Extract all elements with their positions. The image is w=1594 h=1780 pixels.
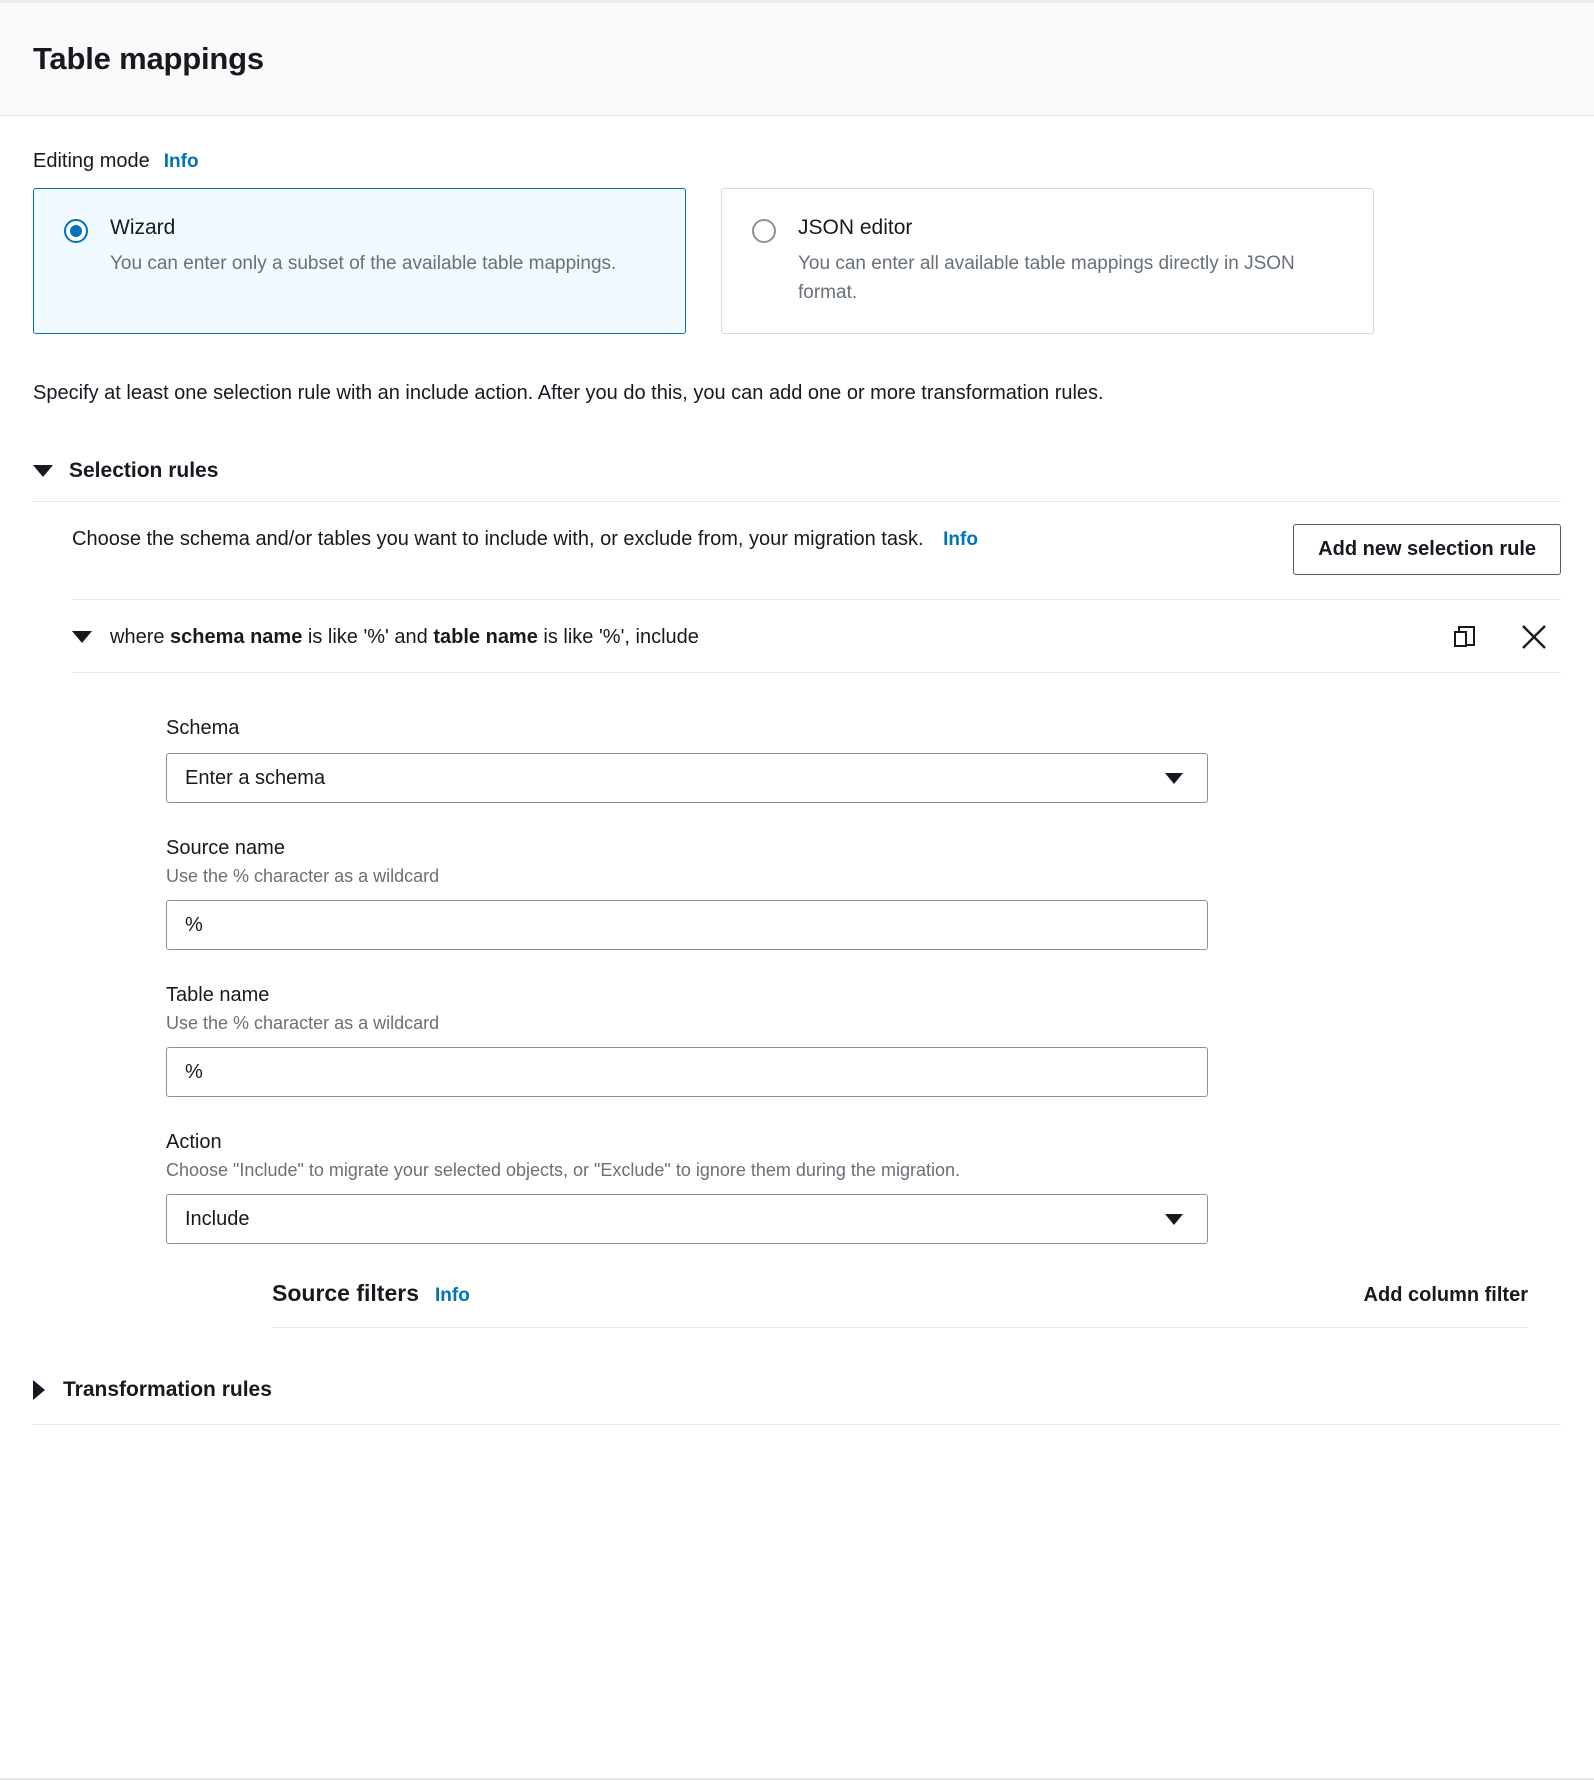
chevron-down-icon xyxy=(1165,773,1183,784)
selection-rules-section-header[interactable] xyxy=(33,459,1561,502)
chevron-down-icon[interactable] xyxy=(33,465,53,477)
panel-body xyxy=(0,150,1594,1425)
chevron-right-icon[interactable] xyxy=(33,1380,45,1400)
schema-select[interactable] xyxy=(166,753,1208,803)
selection-rules-description-text: Choose the schema and/or tables you want to include with, or exclude from, your migration task. xyxy=(72,528,924,551)
source-name-field xyxy=(166,837,1561,950)
editing-mode-info-link[interactable]: Info xyxy=(163,151,199,172)
action-hint: Choose "Include" to migrate your selected objects, or "Exclude" to ignore them during the migration. xyxy=(166,1160,960,1181)
source-name-input[interactable] xyxy=(166,900,1208,950)
source-name-hint: Use the % character as a wildcard xyxy=(166,866,440,887)
editing-mode-option-json-editor-title: JSON editor xyxy=(798,216,913,239)
editing-mode-radio-group xyxy=(33,188,1561,334)
panel-header xyxy=(0,3,1594,116)
source-filters-title: Source filters xyxy=(272,1280,419,1307)
source-filters-header xyxy=(272,1280,1528,1328)
duplicate-rule-button[interactable] xyxy=(1451,623,1479,651)
radio-wizard[interactable] xyxy=(64,219,88,243)
action-select[interactable] xyxy=(166,1194,1208,1244)
editing-mode-option-wizard-desc: You can enter only a subset of the available table mappings. xyxy=(110,253,617,275)
rule-summary-schema-label: schema name xyxy=(170,625,303,648)
selection-rules-info-link[interactable]: Info xyxy=(943,529,978,551)
table-name-field xyxy=(166,984,1561,1097)
source-name-label: Source name xyxy=(166,837,285,860)
selection-rule-summary xyxy=(110,626,1451,649)
rule-summary-table-label: table name xyxy=(433,625,538,648)
source-name-input-value: % xyxy=(185,913,203,936)
table-name-label: Table name xyxy=(166,984,270,1007)
table-name-hint: Use the % character as a wildcard xyxy=(166,1013,440,1034)
page-title: Table mappings xyxy=(33,41,264,76)
selection-rule-1 xyxy=(33,600,1561,1328)
action-field xyxy=(166,1131,1561,1244)
selection-rules-title: Selection rules xyxy=(69,459,219,483)
selection-rule-actions xyxy=(1451,622,1561,652)
chevron-down-icon xyxy=(1165,1214,1183,1225)
add-column-filter-button[interactable]: Add column filter xyxy=(1363,1284,1528,1307)
selection-rules-description-row xyxy=(72,502,1561,600)
schema-select-value: Enter a schema xyxy=(185,766,326,789)
selection-rules-body xyxy=(33,502,1561,600)
remove-rule-button[interactable] xyxy=(1519,622,1549,652)
editing-mode-option-json-editor-desc: You can enter all available table mappings directly in JSON format. xyxy=(798,253,1295,303)
transformation-rules-title: Transformation rules xyxy=(63,1378,272,1402)
rule-summary-suffix: is like '%', include xyxy=(537,625,699,648)
transformation-rules-section-header[interactable] xyxy=(33,1378,1561,1425)
radio-json-editor[interactable] xyxy=(752,219,776,243)
action-select-value: Include xyxy=(185,1207,250,1230)
editing-mode-option-wizard-title: Wizard xyxy=(110,216,176,239)
copy-icon xyxy=(1451,623,1479,651)
table-name-input[interactable] xyxy=(166,1047,1208,1097)
rule-summary-prefix: where xyxy=(110,625,171,648)
editing-mode-option-json-editor[interactable] xyxy=(721,188,1374,334)
source-filters-info-link[interactable]: Info xyxy=(435,1285,470,1307)
editing-mode-label-row xyxy=(33,150,1561,173)
chevron-down-icon[interactable] xyxy=(72,631,92,643)
selection-rule-header[interactable] xyxy=(72,600,1561,673)
schema-label: Schema xyxy=(166,717,240,740)
editing-mode-option-wizard[interactable] xyxy=(33,188,686,334)
rule-summary-mid: is like '%' and xyxy=(302,625,434,648)
action-label: Action xyxy=(166,1131,222,1154)
editing-mode-label: Editing mode xyxy=(33,150,150,172)
table-name-input-value: % xyxy=(185,1060,203,1083)
add-new-selection-rule-button[interactable]: Add new selection rule xyxy=(1293,524,1561,575)
selection-rule-form xyxy=(72,673,1561,1244)
close-icon xyxy=(1519,622,1549,652)
selection-rules-description xyxy=(72,524,978,555)
intro-text: Specify at least one selection rule with an include action. After you do this, you can add one or more transformation rules. xyxy=(33,382,1104,405)
schema-field xyxy=(166,717,1561,803)
